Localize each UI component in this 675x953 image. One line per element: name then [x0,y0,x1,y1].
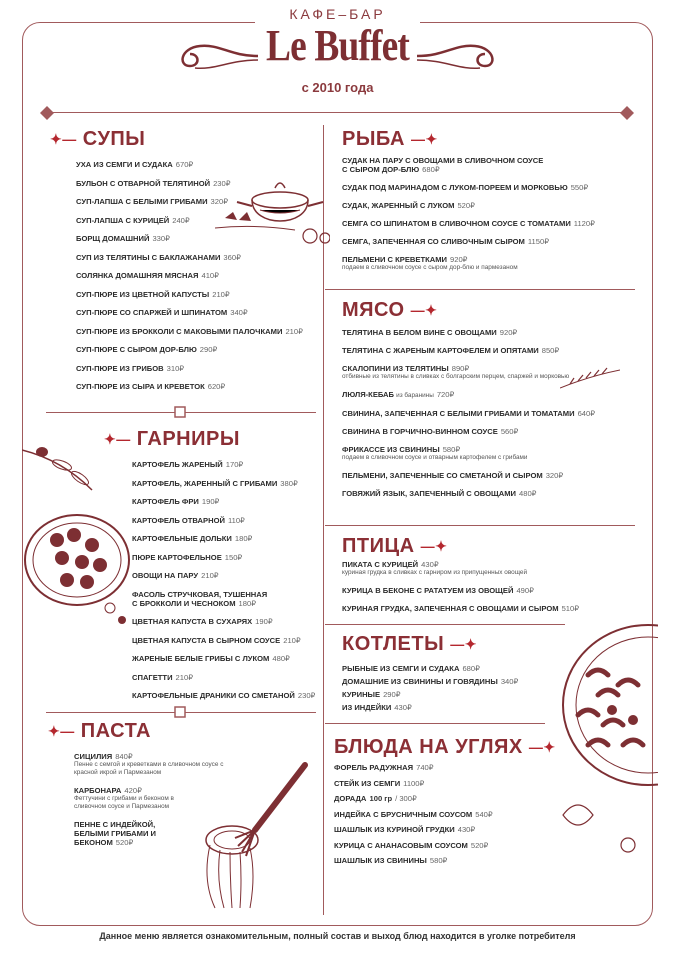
list-item: КУРИЦА С АНАНАСОВЫМ СОУСОМ 520₽ [334,840,489,850]
diamond-left-icon [40,106,54,120]
fish-title [342,128,438,151]
meat-title [342,299,437,322]
arrow-icon: —✦ [528,739,556,756]
arrow-icon: ✦— [48,723,75,740]
list-item: ПИКАТА С КУРИЦЕЙ 430₽ куриная грудка в сливках с гарниром из припущенных овощей [342,560,528,576]
list-item: КАРТОФЕЛЬНЫЕ ДОЛЬКИ 180₽ [132,534,253,543]
arrow-icon: —✦ [410,302,438,319]
rosemary-illustration-icon [560,366,620,396]
list-item: СУДАК НА ПАРУ С ОВОЩАМИ В СЛИВОЧНОМ СОУСЕ С СЫРОМ ДОР-БЛЮ 680₽ [342,156,544,174]
soups-title [50,128,145,151]
list-item: ШАШЛЫК ИЗ СВИНИНЫ 580₽ [334,856,448,865]
brand-name: Le Buffet [266,21,409,70]
list-item: ОВОЩИ НА ПАРУ 210₽ [132,571,219,580]
list-item: ИНДЕЙКА С БРУСНИЧНЫМ СОУСОМ 540₽ [334,809,493,819]
list-item: ЦВЕТНАЯ КАПУСТА В СУХАРЯХ 190₽ [132,617,273,626]
list-item: ТЕЛЯТИНА В БЕЛОМ ВИНЕ С ОВОЩАМИ 920₽ [342,328,518,337]
list-item: ЖАРЕНЫЕ БЕЛЫЕ ГРИБЫ С ЛУКОМ 480₽ [132,654,290,663]
grill-list [334,763,493,865]
garnish-title-text: ГАРНИРЫ [136,428,240,450]
list-item: ФРИКАССЕ ИЗ СВИНИНЫ 580₽ подаем в сливочном соусе и отварным картофелем с грибами [342,445,528,461]
pasta-title-text: ПАСТА [80,720,151,742]
list-item: СУП-ПЮРЕ ИЗ ГРИБОВ 310₽ [76,363,185,373]
pot-illustration-icon [215,158,330,253]
list-item: СУП-ПЮРЕ ИЗ ЦВЕТНОЙ КАПУСТЫ 210₽ [76,289,230,299]
poultry-title-text: ПТИЦА [342,535,415,557]
bracket-icon [174,706,186,718]
grill-title-text: БЛЮДА НА УГЛЯХ [334,736,523,758]
list-item: УХА ИЗ СЕМГИ И СУДАКА 670₽ [76,160,194,169]
poultry-title [342,535,447,558]
list-item: КУРИЦА В БЕКОНЕ С РАТАТУЕМ ИЗ ОВОЩЕЙ 490₽ [342,586,534,595]
list-item: СТЕЙК ИЗ СЕМГИ 1100₽ [334,778,425,788]
list-item: ЛЮЛЯ-КЕБАБ из баранины 720₽ [342,390,455,399]
right-divider-3 [325,624,565,625]
list-item: СУП-ЛАПША С БЕЛЫМИ ГРИБАМИ 320₽ [76,197,229,206]
pasta-title [48,720,151,743]
arrow-icon: ✦— [50,131,77,148]
cutlets-list [342,664,518,712]
list-item: СКАЛОПИНИ ИЗ ТЕЛЯТИНЫ 890₽ отбивные из телятины в сливках с болгарским перцем, спаржей и морковью [342,364,570,380]
list-item: КАРТОФЕЛЬНЫЕ ДРАНИКИ СО СМЕТАНОЙ 230₽ [132,691,316,700]
pasta-plate-illustration-icon [548,615,658,865]
list-item: КУРИНАЯ ГРУДКА, ЗАПЕЧЕННАЯ С ОВОЩАМИ И СЫРОМ 510₽ [342,604,580,613]
list-item: ШАШЛЫК ИЗ КУРИНОЙ ГРУДКИ 430₽ [334,825,476,834]
list-item: СИЦИЛИЯ 840₽ Пенне с семгой и креветками в сливочном соусе с красной икрой и Пармезаном [74,752,224,776]
list-item: СВИНИНА В ГОРЧИЧНО-ВИННОМ СОУСЕ 560₽ [342,427,519,436]
cutlets-title-text: КОТЛЕТЫ [342,633,445,655]
list-item: СЕМГА СО ШПИНАТОМ В СЛИВОЧНОМ СОУСЕ С ТОМАТАМИ 1120₽ [342,219,595,228]
right-divider-4 [325,723,545,724]
list-item: ДОРАДА 100 гр / 300₽ [334,794,417,803]
list-item: СУП-ПЮРЕ ИЗ СЫРА И КРЕВЕТОК 620₽ [76,382,226,391]
fish-list [342,156,595,272]
list-item: КАРТОФЕЛЬ ЖАРЕНЫЙ 170₽ [132,460,244,469]
grill-title [334,736,556,759]
list-item: ПЕЛЬМЕНИ С КРЕВЕТКАМИ 920₽ подаем в сливочном соусе с сыром дор-блю и пармезаном [342,255,518,271]
list-item: СУП-ПЮРЕ ИЗ БРОККОЛИ С МАКОВЫМИ ПАЛОЧКАМИ 210₽ [76,326,303,336]
list-item: ДОМАШНИЕ ИЗ СВИНИНЫ И ГОВЯДИНЫ 340₽ [342,677,519,686]
list-item: ФАСОЛЬ СТРУЧКОВАЯ, ТУШЕННАЯ С БРОККОЛИ И ЧЕСНОКОМ 180₽ [132,589,268,608]
list-item: СУП-ЛАПША С КУРИЦЕЙ 240₽ [76,215,190,225]
list-item: КАРБОНАРА 420₽ Феттучини с грибами и беконом в сливочном соусе и Пармезаном [74,786,174,810]
right-divider-2 [325,525,635,526]
list-item: СУП ИЗ ТЕЛЯТИНЫ С БАКЛАЖАНАМИ 360₽ [76,252,241,262]
list-item: СУДАК ПОД МАРИНАДОМ С ЛУКОМ-ПОРЕЕМ И МОРКОВЬЮ 550₽ [342,183,589,192]
list-item: ПЕННЕ С ИНДЕЙКОЙ, БЕЛЫМИ ГРИБАМИ И БЕКОНОМ 520₽ [74,820,157,847]
list-item: ЦВЕТНАЯ КАПУСТА В СЫРНОМ СОУСЕ 210₽ [132,635,301,645]
meat-title-text: МЯСО [342,299,405,321]
list-item: КАРТОФЕЛЬ ОТВАРНОЙ 110₽ [132,515,245,525]
list-item: СУДАК, ЖАРЕННЫЙ С ЛУКОМ 520₽ [342,201,475,210]
flourish-right-icon [415,36,515,76]
list-item: БУЛЬОН С ОТВАРНОЙ ТЕЛЯТИНОЙ 230₽ [76,178,231,188]
right-divider-1 [325,289,635,290]
list-item: СВИНИНА, ЗАПЕЧЕННАЯ С БЕЛЫМИ ГРИБАМИ И ТОМАТАМИ 640₽ [342,409,596,418]
arrow-icon: —✦ [450,636,477,653]
list-item: РЫБНЫЕ ИЗ СЕМГИ И СУДАКА 680₽ [342,664,480,673]
list-item: ПЮРЕ КАРТОФЕЛЬНОЕ 150₽ [132,552,243,562]
list-item: БОРЩ ДОМАШНИЙ 330₽ [76,234,170,243]
list-item: ТЕЛЯТИНА С ЖАРЕНЫМ КАРТОФЕЛЕМ И ОПЯТАМИ 850₽ [342,346,560,355]
list-item: ИЗ ИНДЕЙКИ 430₽ [342,703,412,712]
list-item: СУП-ПЮРЕ СО СПАРЖЕЙ И ШПИНАТОМ 340₽ [76,308,248,317]
flourish-left-icon [160,36,260,76]
arrow-icon: ✦— [104,431,131,448]
meat-list [342,328,595,498]
bracket-icon [174,406,186,418]
arrow-icon: —✦ [420,538,448,555]
list-item: КАРТОФЕЛЬ ФРИ 190₽ [132,497,220,506]
brand-subtitle: КАФЕ–БАР [289,6,386,22]
arrow-icon: —✦ [411,131,438,148]
brand-since: с 2010 года [301,80,374,95]
list-item: СЕМГА, ЗАПЕЧЕННАЯ СО СЛИВОЧНЫМ СЫРОМ 1150₽ [342,237,550,246]
list-item: ГОВЯЖИЙ ЯЗЫК, ЗАПЕЧЕННЫЙ С ОВОЩАМИ 480₽ [342,489,537,498]
top-divider [50,112,625,113]
list-item: СОЛЯНКА ДОМАШНЯЯ МЯСНАЯ 410₽ [76,271,219,280]
list-item: КУРИНЫЕ 290₽ [342,690,401,699]
poultry-list [342,560,579,613]
list-item: СПАГЕТТИ 210₽ [132,672,194,682]
fork-pasta-illustration-icon [180,760,320,910]
olive-bowl-illustration-icon [22,430,132,650]
list-item: ФОРЕЛЬ РАДУЖНАЯ 740₽ [334,763,434,772]
list-item: КАРТОФЕЛЬ, ЖАРЕННЫЙ С ГРИБАМИ 380₽ [132,478,298,488]
diamond-right-icon [620,106,634,120]
soups-title-text: СУПЫ [82,128,146,150]
garnish-list [132,460,315,710]
list-item: ПЕЛЬМЕНИ, ЗАПЕЧЕННЫЕ СО СМЕТАНОЙ И СЫРОМ 320₽ [342,471,564,480]
list-item: СУП-ПЮРЕ С СЫРОМ ДОР-БЛЮ 290₽ [76,345,218,354]
footer-disclaimer: Данное меню является ознакомительным, полный состав и выход блюд находится в уголке потребителя [99,931,576,941]
fish-title-text: РЫБА [342,128,405,150]
cutlets-title [342,633,477,656]
